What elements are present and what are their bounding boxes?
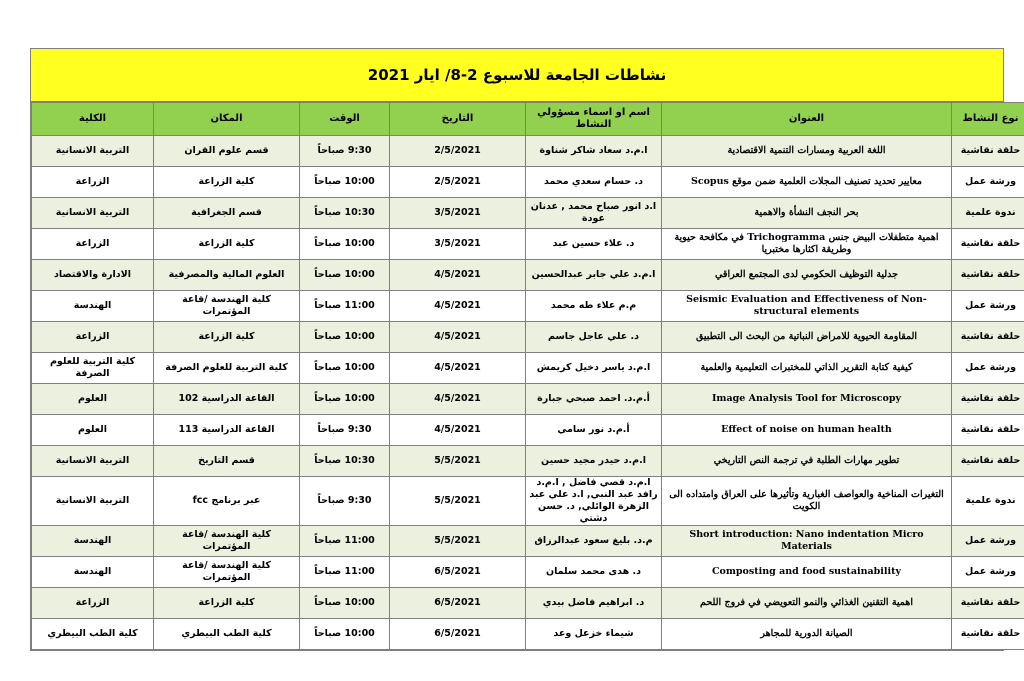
college-cell: التربية الانسانية xyxy=(32,446,154,477)
time-cell: 9:30 صباحاً xyxy=(300,136,390,167)
activity-title-cell: تطوير مهارات الطلبة في ترجمة النص التاريخي xyxy=(662,446,952,477)
activity-type-cell: ورشة عمل xyxy=(952,526,1024,557)
college-cell: كلية التربية للعلوم الصرفة xyxy=(32,353,154,384)
college-cell: العلوم xyxy=(32,384,154,415)
date-cell: 6/5/2021 xyxy=(390,588,526,619)
activity-title-cell: اهمية التقنين الغذائي والنمو التعويضي في فروج اللحم xyxy=(662,588,952,619)
place-cell: كلية التربية للعلوم الصرفة xyxy=(154,353,300,384)
college-cell: الزراعة xyxy=(32,588,154,619)
activity-type-cell: ندوة علمية xyxy=(952,198,1024,229)
date-cell: 5/5/2021 xyxy=(390,526,526,557)
college-cell: الهندسة xyxy=(32,557,154,588)
date-cell: 5/5/2021 xyxy=(390,477,526,526)
date-cell: 4/5/2021 xyxy=(390,260,526,291)
college-cell: التربية الانسانية xyxy=(32,136,154,167)
table-row xyxy=(32,291,1024,322)
activity-title-cell: الصيانة الدورية للمجاهر xyxy=(662,619,952,650)
date-cell: 4/5/2021 xyxy=(390,291,526,322)
activity-type-cell: حلقة نقاشية xyxy=(952,588,1024,619)
responsible-cell: ا.د انور صباح محمد , عدنان عودة xyxy=(526,198,662,229)
date-cell: 3/5/2021 xyxy=(390,229,526,260)
responsible-cell: شيماء خزعل وعد xyxy=(526,619,662,650)
table-row xyxy=(32,198,1024,229)
activity-title-cell: اللغة العربية ومسارات التنمية الاقتصادية xyxy=(662,136,952,167)
activity-title-cell: المقاومة الحيوية للامراض النباتية من البحث الى التطبيق xyxy=(662,322,952,353)
time-cell: 10:00 صباحاً xyxy=(300,260,390,291)
time-cell: 10:30 صباحاً xyxy=(300,446,390,477)
activity-type-cell: ورشة عمل xyxy=(952,353,1024,384)
table-row xyxy=(32,136,1024,167)
header-college: الكلية xyxy=(32,103,154,136)
place-cell: كلية الهندسة /قاعة المؤتمرات xyxy=(154,557,300,588)
activity-title-cell: بحر النجف النشأة والاهمية xyxy=(662,198,952,229)
responsible-cell: د. ابراهيم فاضل بيدي xyxy=(526,588,662,619)
time-cell: 10:00 صباحاً xyxy=(300,322,390,353)
time-cell: 10:00 صباحاً xyxy=(300,384,390,415)
responsible-cell: م.م علاء طه محمد xyxy=(526,291,662,322)
activity-type-cell: ورشة عمل xyxy=(952,557,1024,588)
responsible-cell: أ.م.د. احمد صبحي جبارة xyxy=(526,384,662,415)
responsible-cell: د. حسام سعدي محمد xyxy=(526,167,662,198)
table-row xyxy=(32,526,1024,557)
college-cell: الهندسة xyxy=(32,291,154,322)
sheet-title: نشاطات الجامعة للاسبوع 2-8/ ايار 2021 xyxy=(31,49,1003,102)
time-cell: 10:30 صباحاً xyxy=(300,198,390,229)
time-cell: 10:00 صباحاً xyxy=(300,619,390,650)
place-cell: كلية الزراعة xyxy=(154,588,300,619)
activity-type-cell: حلقة نقاشية xyxy=(952,415,1024,446)
place-cell: كلية الزراعة xyxy=(154,167,300,198)
college-cell: التربية الانسانية xyxy=(32,477,154,526)
college-cell: التربية الانسانية xyxy=(32,198,154,229)
header-responsible: اسم او اسماء مسؤولي النشاط xyxy=(526,103,662,136)
table-row xyxy=(32,619,1024,650)
activities-sheet xyxy=(30,48,1021,651)
activities-table xyxy=(31,102,1024,650)
college-cell: الزراعة xyxy=(32,167,154,198)
header-place: المكان xyxy=(154,103,300,136)
activity-title-cell: Image Analysis Tool for Microscopy xyxy=(662,384,952,415)
activity-type-cell: ورشة عمل xyxy=(952,291,1024,322)
header-type: نوع النشاط xyxy=(952,103,1024,136)
place-cell: القاعة الدراسية 102 xyxy=(154,384,300,415)
table-row xyxy=(32,477,1024,526)
table-row xyxy=(32,260,1024,291)
activity-type-cell: حلقة نقاشية xyxy=(952,619,1024,650)
date-cell: 2/5/2021 xyxy=(390,136,526,167)
table-row xyxy=(32,322,1024,353)
responsible-cell: د. علي عاجل جاسم xyxy=(526,322,662,353)
activity-type-cell: ورشة عمل xyxy=(952,167,1024,198)
activity-title-cell: Short introduction: Nano indentation Micro Materials xyxy=(662,526,952,557)
activity-title-cell: التغيرات المناخية والعواصف الغبارية وتأثيرها على العراق وامتداده الى الكويت xyxy=(662,477,952,526)
date-cell: 5/5/2021 xyxy=(390,446,526,477)
responsible-cell: أ.م.د نور سامي xyxy=(526,415,662,446)
responsible-cell: د. علاء حسين عبد xyxy=(526,229,662,260)
activity-title-cell: كيفية كتابة التقرير الذاتي للمختبرات التعليمية والعلمية xyxy=(662,353,952,384)
college-cell: كلية الطب البيطري xyxy=(32,619,154,650)
place-cell: العلوم المالية والمصرفية xyxy=(154,260,300,291)
college-cell: الهندسة xyxy=(32,526,154,557)
time-cell: 9:30 صباحاً xyxy=(300,415,390,446)
date-cell: 4/5/2021 xyxy=(390,322,526,353)
date-cell: 6/5/2021 xyxy=(390,619,526,650)
college-cell: الادارة والاقتصاد xyxy=(32,260,154,291)
place-cell: قسم الجغرافية xyxy=(154,198,300,229)
responsible-cell: ا.م.د سعاد شاكر شناوة xyxy=(526,136,662,167)
table-row xyxy=(32,557,1024,588)
responsible-cell: م.د. بليغ سعود عبدالرزاق xyxy=(526,526,662,557)
place-cell: قسم التاريخ xyxy=(154,446,300,477)
time-cell: 10:00 صباحاً xyxy=(300,229,390,260)
responsible-cell: ا.م.د حيدر مجيد حسين xyxy=(526,446,662,477)
table-row xyxy=(32,167,1024,198)
table-row xyxy=(32,415,1024,446)
activity-type-cell: حلقة نقاشية xyxy=(952,384,1024,415)
date-cell: 4/5/2021 xyxy=(390,353,526,384)
time-cell: 9:30 صباحاً xyxy=(300,477,390,526)
college-cell: الزراعة xyxy=(32,229,154,260)
header-activity-title: العنوان xyxy=(662,103,952,136)
time-cell: 11:00 صباحاً xyxy=(300,526,390,557)
college-cell: العلوم xyxy=(32,415,154,446)
table-row xyxy=(32,384,1024,415)
header-date: التاريخ xyxy=(390,103,526,136)
place-cell: كلية الهندسة /قاعة المؤتمرات xyxy=(154,291,300,322)
time-cell: 10:00 صباحاً xyxy=(300,353,390,384)
responsible-cell: ا.م.د قصي فاضل , ا.م.د رافد عبد النبي, ا.د علي عبد الزهرة الوائلي, د. حسن دشتي xyxy=(526,477,662,526)
header-time: الوقت xyxy=(300,103,390,136)
time-cell: 10:00 صباحاً xyxy=(300,167,390,198)
date-cell: 3/5/2021 xyxy=(390,198,526,229)
place-cell: كلية الطب البيطري xyxy=(154,619,300,650)
table-row xyxy=(32,446,1024,477)
activity-type-cell: ندوة علمية xyxy=(952,477,1024,526)
activity-title-cell: Effect of noise on human health xyxy=(662,415,952,446)
date-cell: 6/5/2021 xyxy=(390,557,526,588)
activity-title-cell: Seismic Evaluation and Effectiveness of Non-structural elements xyxy=(662,291,952,322)
header-row xyxy=(32,103,1024,136)
place-cell: كلية الزراعة xyxy=(154,229,300,260)
activity-type-cell: حلقة نقاشية xyxy=(952,229,1024,260)
place-cell: كلية الزراعة xyxy=(154,322,300,353)
college-cell: الزراعة xyxy=(32,322,154,353)
activity-type-cell: حلقة نقاشية xyxy=(952,322,1024,353)
activity-title-cell: اهمية متطفلات البيض جنس Trichogramma في مكافحة حيوية وطريقة اكثارها مختبريا xyxy=(662,229,952,260)
time-cell: 11:00 صباحاً xyxy=(300,291,390,322)
time-cell: 10:00 صباحاً xyxy=(300,588,390,619)
activity-title-cell: معايير تحديد تصنيف المجلات العلمية ضمن موقع Scopus xyxy=(662,167,952,198)
responsible-cell: ا.م.د علي جابر عبدالحسين xyxy=(526,260,662,291)
table-row xyxy=(32,353,1024,384)
place-cell: قسم علوم القران xyxy=(154,136,300,167)
time-cell: 11:00 صباحاً xyxy=(300,557,390,588)
place-cell: كلية الهندسة /قاعة المؤتمرات xyxy=(154,526,300,557)
date-cell: 2/5/2021 xyxy=(390,167,526,198)
activity-type-cell: حلقة نقاشية xyxy=(952,136,1024,167)
activity-title-cell: Composting and food sustainability xyxy=(662,557,952,588)
place-cell: القاعة الدراسية 113 xyxy=(154,415,300,446)
date-cell: 4/5/2021 xyxy=(390,415,526,446)
activity-type-cell: حلقة نقاشية xyxy=(952,446,1024,477)
responsible-cell: د. هدى محمد سلمان xyxy=(526,557,662,588)
responsible-cell: ا.م.د ياسر دخيل كريمش xyxy=(526,353,662,384)
date-cell: 4/5/2021 xyxy=(390,384,526,415)
activity-type-cell: حلقة نقاشية xyxy=(952,260,1024,291)
activity-title-cell: جدلية التوظيف الحكومي لدى المجتمع العراقي xyxy=(662,260,952,291)
table-row xyxy=(32,229,1024,260)
place-cell: عبر برنامج fcc xyxy=(154,477,300,526)
table-row xyxy=(32,588,1024,619)
